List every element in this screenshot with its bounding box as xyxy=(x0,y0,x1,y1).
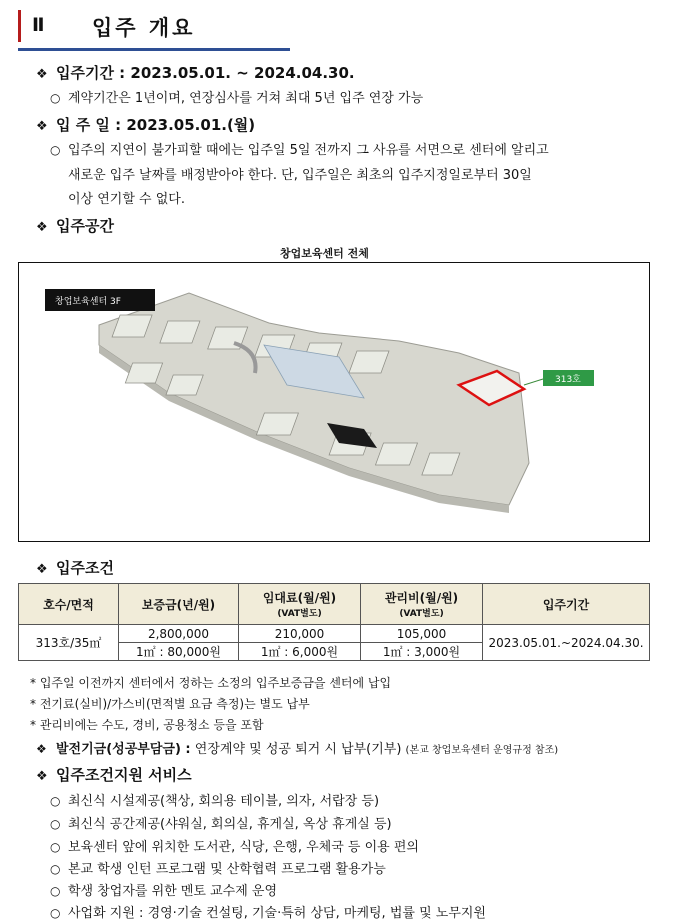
conditions-label: 입주조건 xyxy=(56,559,114,577)
space-heading xyxy=(36,215,114,236)
period-note-text: 계약기간은 1년이며, 연장심사를 거쳐 최대 5년 입주 연장 가능 xyxy=(68,91,424,106)
circle-bullet-icon: ○ xyxy=(50,794,61,808)
header-mgmt-label: 관리비(월/원) xyxy=(384,591,459,605)
diamond-bullet-icon: ❖ xyxy=(36,769,48,784)
note-1: * 입주일 이전까지 센터에서 정하는 소정의 입주보증금을 센터에 납입 xyxy=(30,676,392,690)
support-item-text: 본교 학생 인턴 프로그램 및 산학협력 프로그램 활용가능 xyxy=(68,862,386,877)
move-in-note-line-3: 이상 연기할 수 없다. xyxy=(68,192,185,207)
conditions-table xyxy=(18,583,650,661)
note-2: * 전기료(실비)/가스비(면적별 요금 측정)는 별도 납부 xyxy=(30,697,310,711)
header-room: 호수/면적 xyxy=(19,584,119,625)
conditions-heading xyxy=(36,557,114,578)
move-in-label: 입 주 일 : 2023.05.01.(월) xyxy=(56,116,256,134)
header-rent xyxy=(239,584,361,625)
move-in-note-line-1 xyxy=(50,139,549,158)
support-label: 입주조건지원 서비스 xyxy=(56,766,192,784)
floor-plan-caption: 창업보육센터 전체 xyxy=(280,247,369,260)
diamond-bullet-icon: ❖ xyxy=(36,67,48,82)
circle-bullet-icon: ○ xyxy=(50,840,61,854)
support-item xyxy=(50,902,486,921)
circle-bullet-icon: ○ xyxy=(50,91,61,105)
cell-rent: 210,000 xyxy=(239,625,361,643)
header-mgmt xyxy=(361,584,483,625)
period-note xyxy=(50,87,423,106)
period-heading xyxy=(36,62,355,83)
fund-label: 발전기금(성공부담금) : xyxy=(56,742,191,757)
support-item xyxy=(50,880,277,899)
header-mgmt-sub: (VAT별도) xyxy=(399,609,444,619)
cell-rent-per-m2: 1㎡ : 6,000원 xyxy=(239,643,361,661)
header-period: 입주기간 xyxy=(483,584,650,625)
note-3: * 관리비에는 수도, 경비, 공용청소 등을 포함 xyxy=(30,718,264,732)
support-item xyxy=(50,813,392,832)
section-header xyxy=(18,6,290,44)
period-label: 입주기간 : 2023.05.01. ~ 2024.04.30. xyxy=(56,64,355,82)
move-in-heading xyxy=(36,114,255,135)
room-tag: 313호 xyxy=(555,375,581,385)
cell-mgmt-per-m2: 1㎡ : 3,000원 xyxy=(361,643,483,661)
circle-bullet-icon: ○ xyxy=(50,884,61,898)
diamond-bullet-icon: ❖ xyxy=(36,742,47,756)
diamond-bullet-icon: ❖ xyxy=(36,562,48,577)
red-accent-bar xyxy=(18,10,21,42)
cell-room: 313호/35㎡ xyxy=(19,625,119,661)
diamond-bullet-icon: ❖ xyxy=(36,119,48,134)
fund-text: 연장계약 및 성공 퇴거 시 납부(기부) xyxy=(194,742,402,757)
circle-bullet-icon: ○ xyxy=(50,906,61,920)
diamond-bullet-icon: ❖ xyxy=(36,220,48,235)
support-item-text: 최신식 공간제공(샤워실, 회의실, 휴게실, 옥상 휴게실 등) xyxy=(68,817,392,832)
cell-deposit: 2,800,000 xyxy=(119,625,239,643)
support-item xyxy=(50,836,419,855)
section-number: Ⅱ xyxy=(32,14,45,36)
table-header-row xyxy=(19,584,650,625)
fund-line xyxy=(36,738,558,757)
support-item-text: 학생 창업자를 위한 멘토 교수제 운영 xyxy=(68,884,278,899)
fund-reference: (본교 창업보육센터 운영규정 참조) xyxy=(405,745,559,756)
circle-bullet-icon: ○ xyxy=(50,817,61,831)
blue-underline xyxy=(18,48,290,51)
circle-bullet-icon: ○ xyxy=(50,862,61,876)
move-in-note-line-2: 새로운 입주 날짜를 배정받아야 한다. 단, 입주일은 최초의 입주지정일로부터 30일 xyxy=(68,168,532,183)
header-rent-label: 임대료(월/원) xyxy=(262,591,337,605)
space-label: 입주공간 xyxy=(56,217,114,235)
support-item xyxy=(50,790,379,809)
circle-bullet-icon: ○ xyxy=(50,143,61,157)
floor-tag: 창업보육센터 3F xyxy=(55,297,121,307)
support-item xyxy=(50,858,386,877)
table-row xyxy=(19,625,650,643)
support-item-text: 사업화 지원 : 경영·기술 컨설팅, 기술·특허 상담, 마케팅, 법률 및 노무지원 xyxy=(68,906,486,921)
floor-plan-drawing xyxy=(19,263,649,541)
support-heading xyxy=(36,764,192,785)
support-item-text: 보육센터 앞에 위치한 도서관, 식당, 은행, 우체국 등 이용 편의 xyxy=(68,840,419,855)
cell-deposit-per-m2: 1㎡ : 80,000원 xyxy=(119,643,239,661)
header-rent-sub: (VAT별도) xyxy=(277,609,322,619)
move-in-note-text: 입주의 지연이 불가피할 때에는 입주일 5일 전까지 그 사유를 서면으로 센터에 알리고 xyxy=(68,143,549,158)
support-item-text: 최신식 시설제공(책상, 회의용 테이블, 의자, 서랍장 등) xyxy=(68,794,380,809)
cell-mgmt: 105,000 xyxy=(361,625,483,643)
cell-period: 2023.05.01.~2024.04.30. xyxy=(483,625,650,661)
header-deposit: 보증금(년/원) xyxy=(119,584,239,625)
floor-plan-image xyxy=(18,262,650,542)
section-title: 입주 개요 xyxy=(92,16,196,40)
